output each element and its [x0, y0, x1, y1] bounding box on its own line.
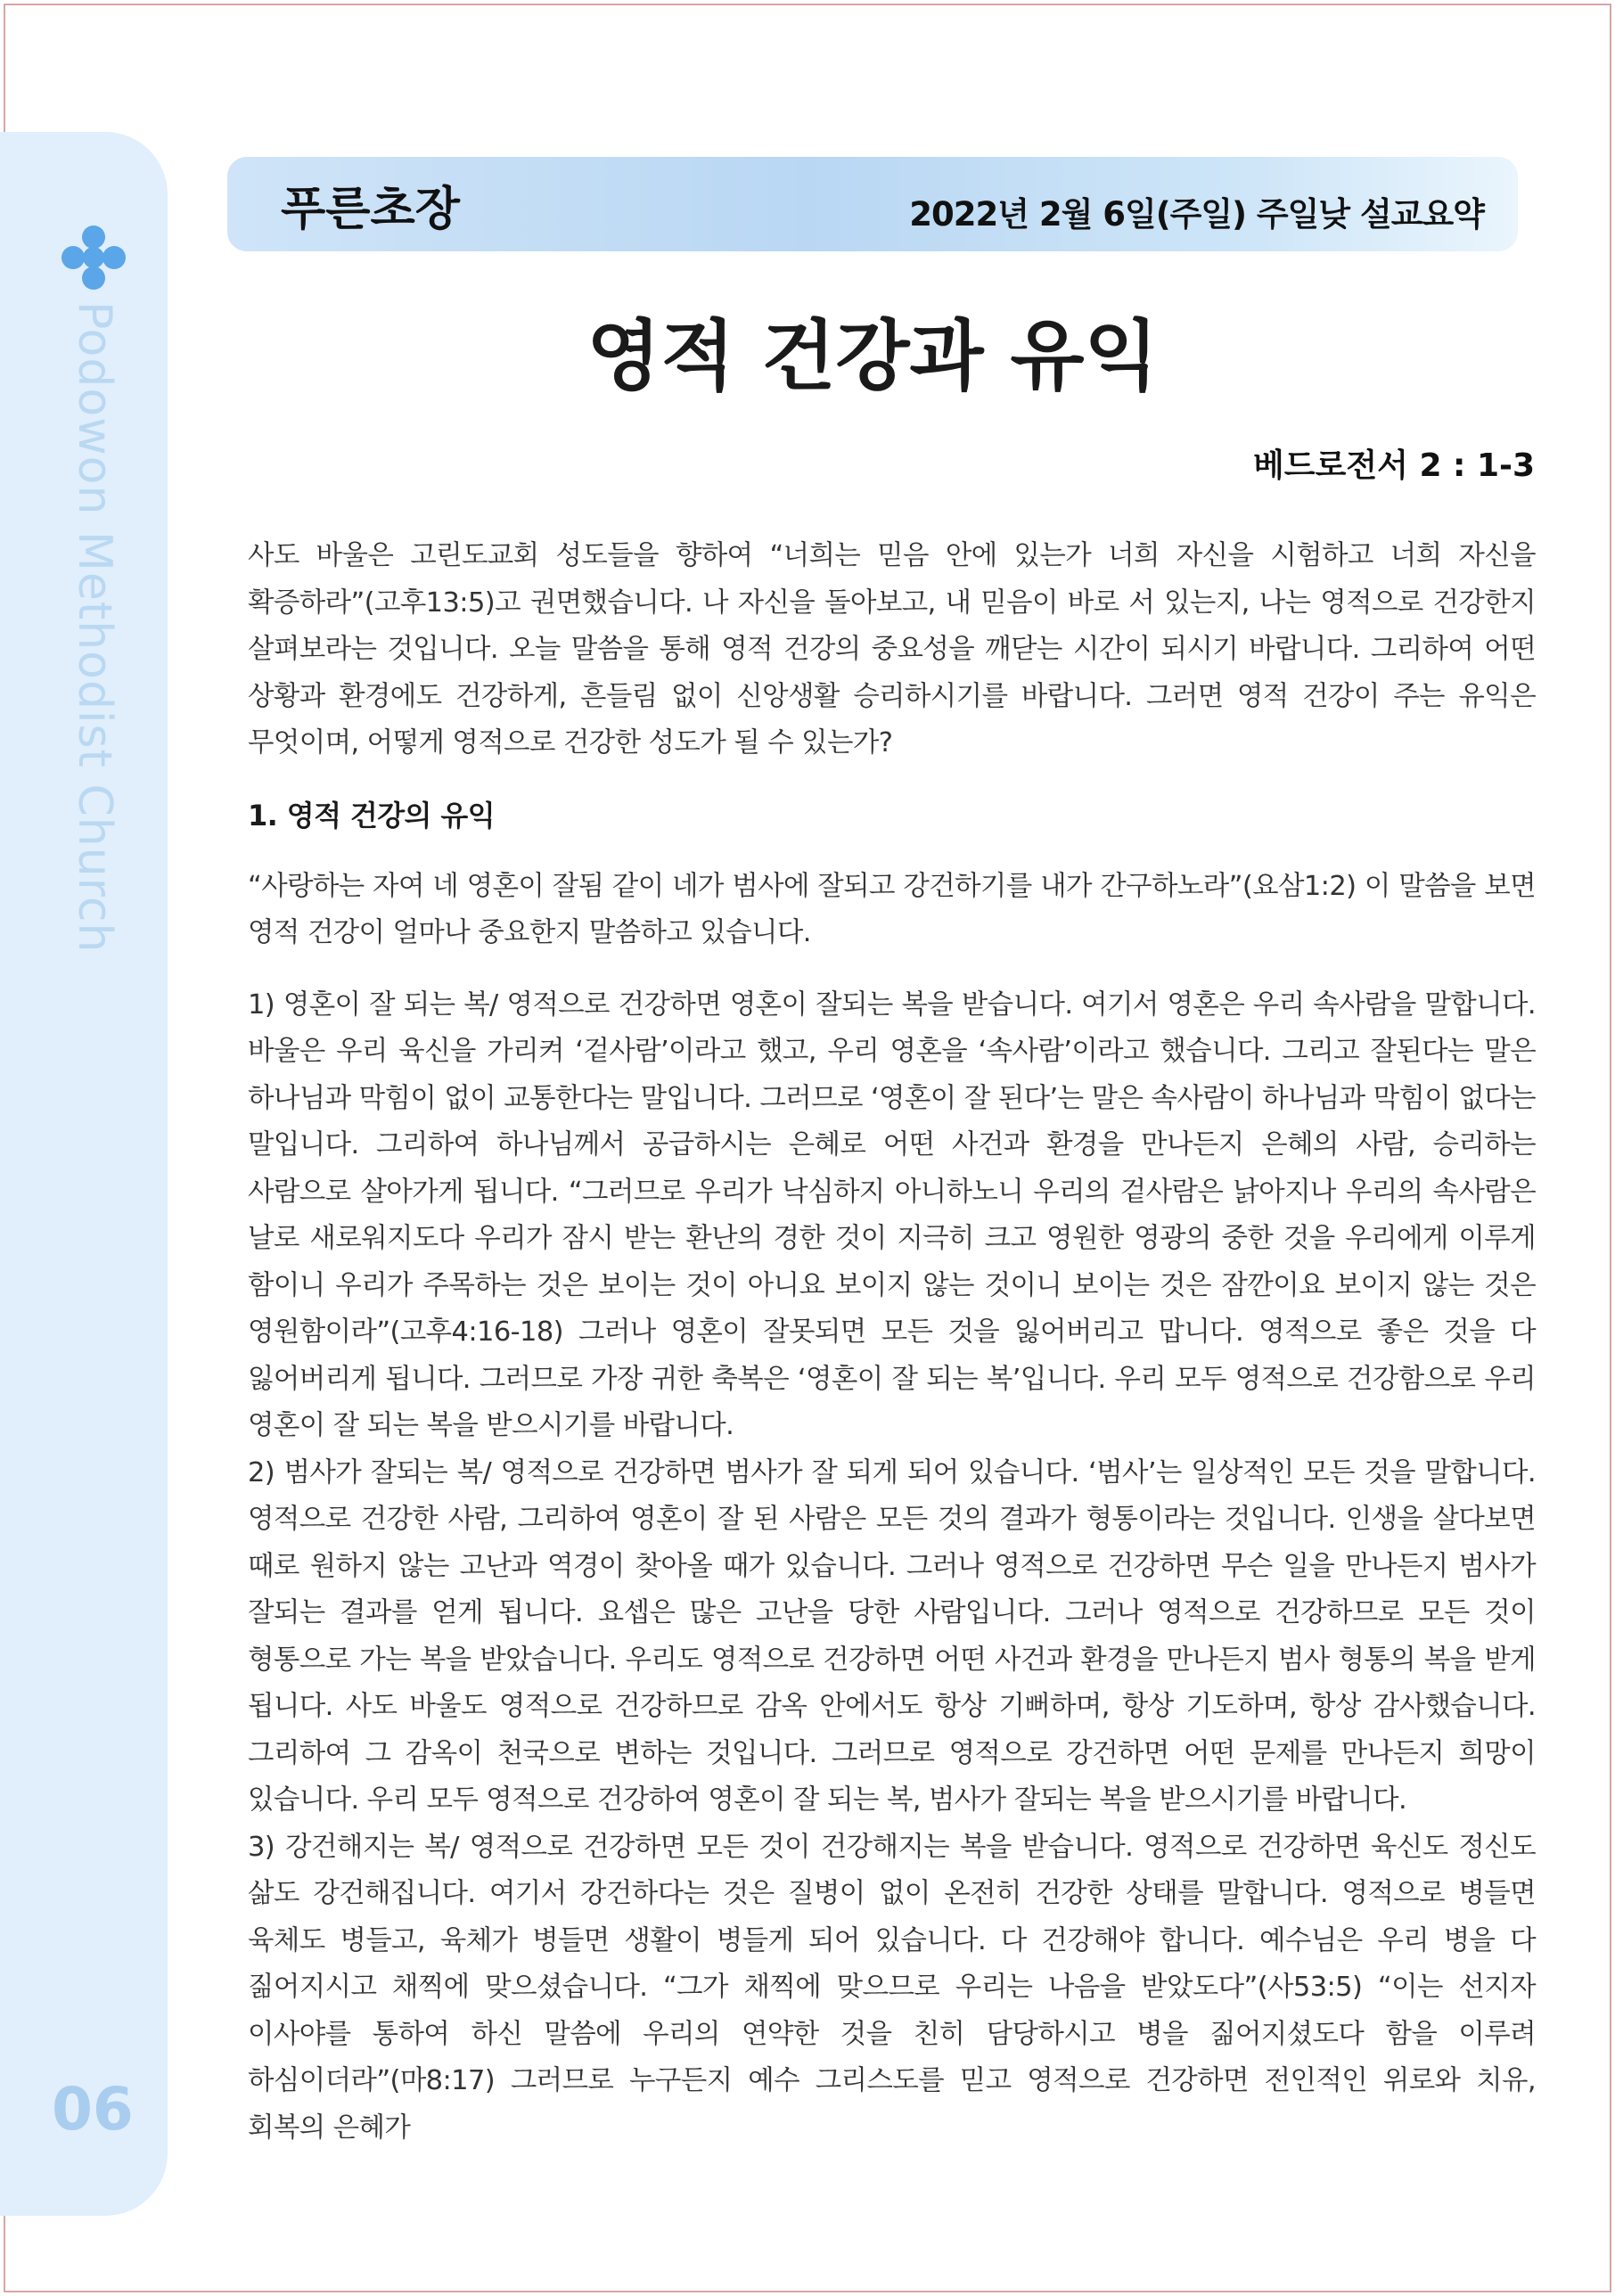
- page-number: 06: [52, 2075, 134, 2144]
- church-name: Podowon Methodist Church: [68, 301, 121, 954]
- intro-paragraph: 사도 바울은 고린도교회 성도들을 향하여 “너희는 믿음 안에 있는가 너희 자신을 시험하고 너희 자신을 확증하라”(고후13:5)고 권면했습니다. 나 자신을 돌아보고, 내 믿음이 바로 서 있는지, 나는 영적으로 건강한지 살펴보라는 것입니다. 오늘 말씀을 통해 영적 건강의 중요성을 깨닫는 시간이 되시기 바랍니다. 그리하여 어떤 상황과 환경에도 건강하게, 흔들림 없이 신앙생활 승리하시기를 바랍니다. 그러면 영적 건강이 주는 유익은 무엇이며, 어떻게 영적으로 건강한 성도가 될 수 있는가?: [248, 540, 1536, 758]
- sermon-body: [248, 533, 1536, 2152]
- section-heading: 1. 영적 건강의 유익: [248, 798, 496, 832]
- section-intro-paragraph: “사랑하는 자여 네 영혼이 잘됨 같이 네가 범사에 잘되고 강건하기를 내가 간구하노라”(요삼1:2) 이 말씀을 보면 영적 건강이 얼마나 중요한지 말씀하고 있습니다.: [248, 870, 1536, 948]
- page-title: 영적 건강과 유익: [586, 311, 1159, 401]
- section-label: 푸른초장: [281, 183, 460, 236]
- scripture-reference: 베드로전서 2 : 1-3: [1253, 447, 1535, 484]
- point-3-paragraph: 3) 강건해지는 복/ 영적으로 건강하면 모든 것이 건강해지는 복을 받습니다. 영적으로 건강하면 육신도 정신도 삶도 강건해집니다. 여기서 강건하다는 것은 질병이 없이 온전히 건강한 상태를 말합니다. 영적으로 병들면 육체도 병들고, 육체가 병들면 생활이 병들게 되어 있습니다. 다 건강해야 합니다. 예수님은 우리 병을 다 짊어지시고 채찍에 맞으셨습니다. “그가 채찍에 맞으므로 우리는 나음을 받았도다”(사53:5) “이는 선지자 이사야를 통하여 하신 말씀에 우리의 연약한 것을 친히 담당하시고 병을 짊어지셨도다 함을 이루려 하심이더라”(마8:17) 그러므로 누구든지 예수 그리스도를 믿고 영적으로 건강하면 전인적인 위로와 치유, 회복의 은혜가: [248, 1831, 1536, 2144]
- sermon-date: 2022년 2월 6일(주일) 주일낮 설교요약: [909, 195, 1484, 234]
- cross-icon: [61, 225, 127, 291]
- header-banner: [227, 157, 1518, 251]
- point-2-paragraph: 2) 범사가 잘되는 복/ 영적으로 건강하면 범사가 잘 되게 되어 있습니다. ‘범사’는 일상적인 모든 것을 말합니다. 영적으로 건강한 사람, 그리하여 영혼이 잘 된 사람은 모든 것의 결과가 형통이라는 것입니다. 인생을 살다보면 때로 원하지 않는 고난과 역경이 찾아올 때가 있습니다. 그러나 영적으로 건강하면 무슨 일을 만나든지 범사가 잘되는 결과를 얻게 됩니다. 요셉은 많은 고난을 당한 사람입니다. 그러나 영적으로 건강하므로 모든 것이 형통으로 가는 복을 받았습니다. 우리도 영적으로 건강하면 어떤 사건과 환경을 만나든지 범사 형통의 복을 받게 됩니다. 사도 바울도 영적으로 건강하므로 감옥 안에서도 항상 기뻐하며, 항상 기도하며, 항상 감사했습니다. 그리하여 그 감옥이 천국으로 변하는 것입니다. 그러므로 영적으로 강건하면 어떤 문제를 만나든지 희망이 있습니다. 우리 모두 영적으로 건강하여 영혼이 잘 되는 복, 범사가 잘되는 복을 받으시기를 바랍니다.: [248, 1456, 1536, 1816]
- point-1-paragraph: 1) 영혼이 잘 되는 복/ 영적으로 건강하면 영혼이 잘되는 복을 받습니다. 여기서 영혼은 우리 속사람을 말합니다. 바울은 우리 육신을 가리켜 ‘겉사람’이라고 했고, 우리 영혼을 ‘속사람’이라고 했습니다. 그리고 잘된다는 말은 하나님과 막힘이 없이 교통한다는 말입니다. 그러므로 ‘영혼이 잘 된다’는 말은 속사람이 하나님과 막힘이 없다는 말입니다. 그리하여 하나님께서 공급하시는 은혜로 어떤 사건과 환경을 만나든지 은혜의 사람, 승리하는 사람으로 살아가게 됩니다. “그러므로 우리가 낙심하지 아니하노니 우리의 겉사람은 낡아지나 우리의 속사람은 날로 새로워지도다 우리가 잠시 받는 환난의 경한 것이 지극히 크고 영원한 영광의 중한 것을 우리에게 이루게 함이니 우리가 주목하는 것은 보이는 것이 아니요 보이지 않는 것이니 보이는 것은 잠깐이요 보이지 않는 것은 영원함이라”(고후4:16-18) 그러나 영혼이 잘못되면 모든 것을 잃어버리고 맙니다. 영적으로 좋은 것을 다 잃어버리게 됩니다. 그러므로 가장 귀한 축복은 ‘영혼이 잘 되는 복’입니다. 우리 모두 영적으로 건강함으로 우리 영혼이 잘 되는 복을 받으시기를 바랍니다.: [248, 988, 1536, 1441]
